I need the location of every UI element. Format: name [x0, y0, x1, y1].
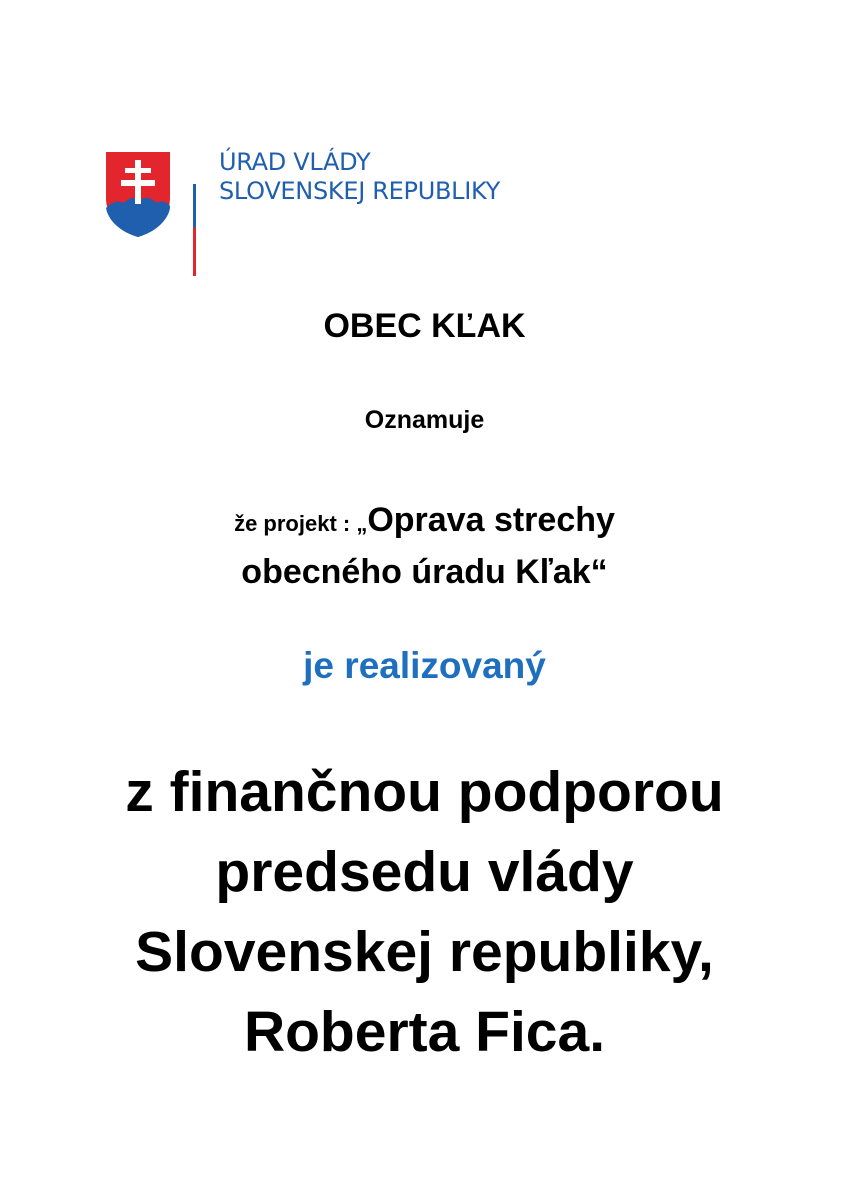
support-line4: Roberta Fica.	[243, 1000, 606, 1064]
support-line2: predsedu vlády	[215, 840, 634, 904]
organization-name-line2: SLOVENSKEJ REPUBLIKY	[219, 177, 500, 205]
municipality-heading: OBEC KĽAK	[323, 307, 526, 345]
government-office-logo	[102, 148, 562, 280]
project-line1	[0, 496, 849, 548]
logo-divider	[193, 148, 196, 276]
project-name-line2: obecného úradu Kľak“	[241, 553, 608, 591]
support-line3: Slovenskej republiky,	[135, 920, 714, 984]
slovak-coat-of-arms-icon	[102, 148, 174, 242]
financial-support-statement	[0, 752, 849, 1072]
support-line1: z finančnou podporou	[125, 760, 724, 824]
project-statement	[0, 496, 849, 596]
realized-text: je realizovaný	[303, 645, 546, 686]
organization-name	[219, 148, 500, 206]
announces-text: Oznamuje	[364, 406, 485, 434]
project-prefix: že projekt : „	[234, 511, 368, 536]
organization-name-line1: ÚRAD VLÁDY	[219, 148, 371, 176]
project-name-line1: Oprava strechy	[367, 501, 615, 539]
